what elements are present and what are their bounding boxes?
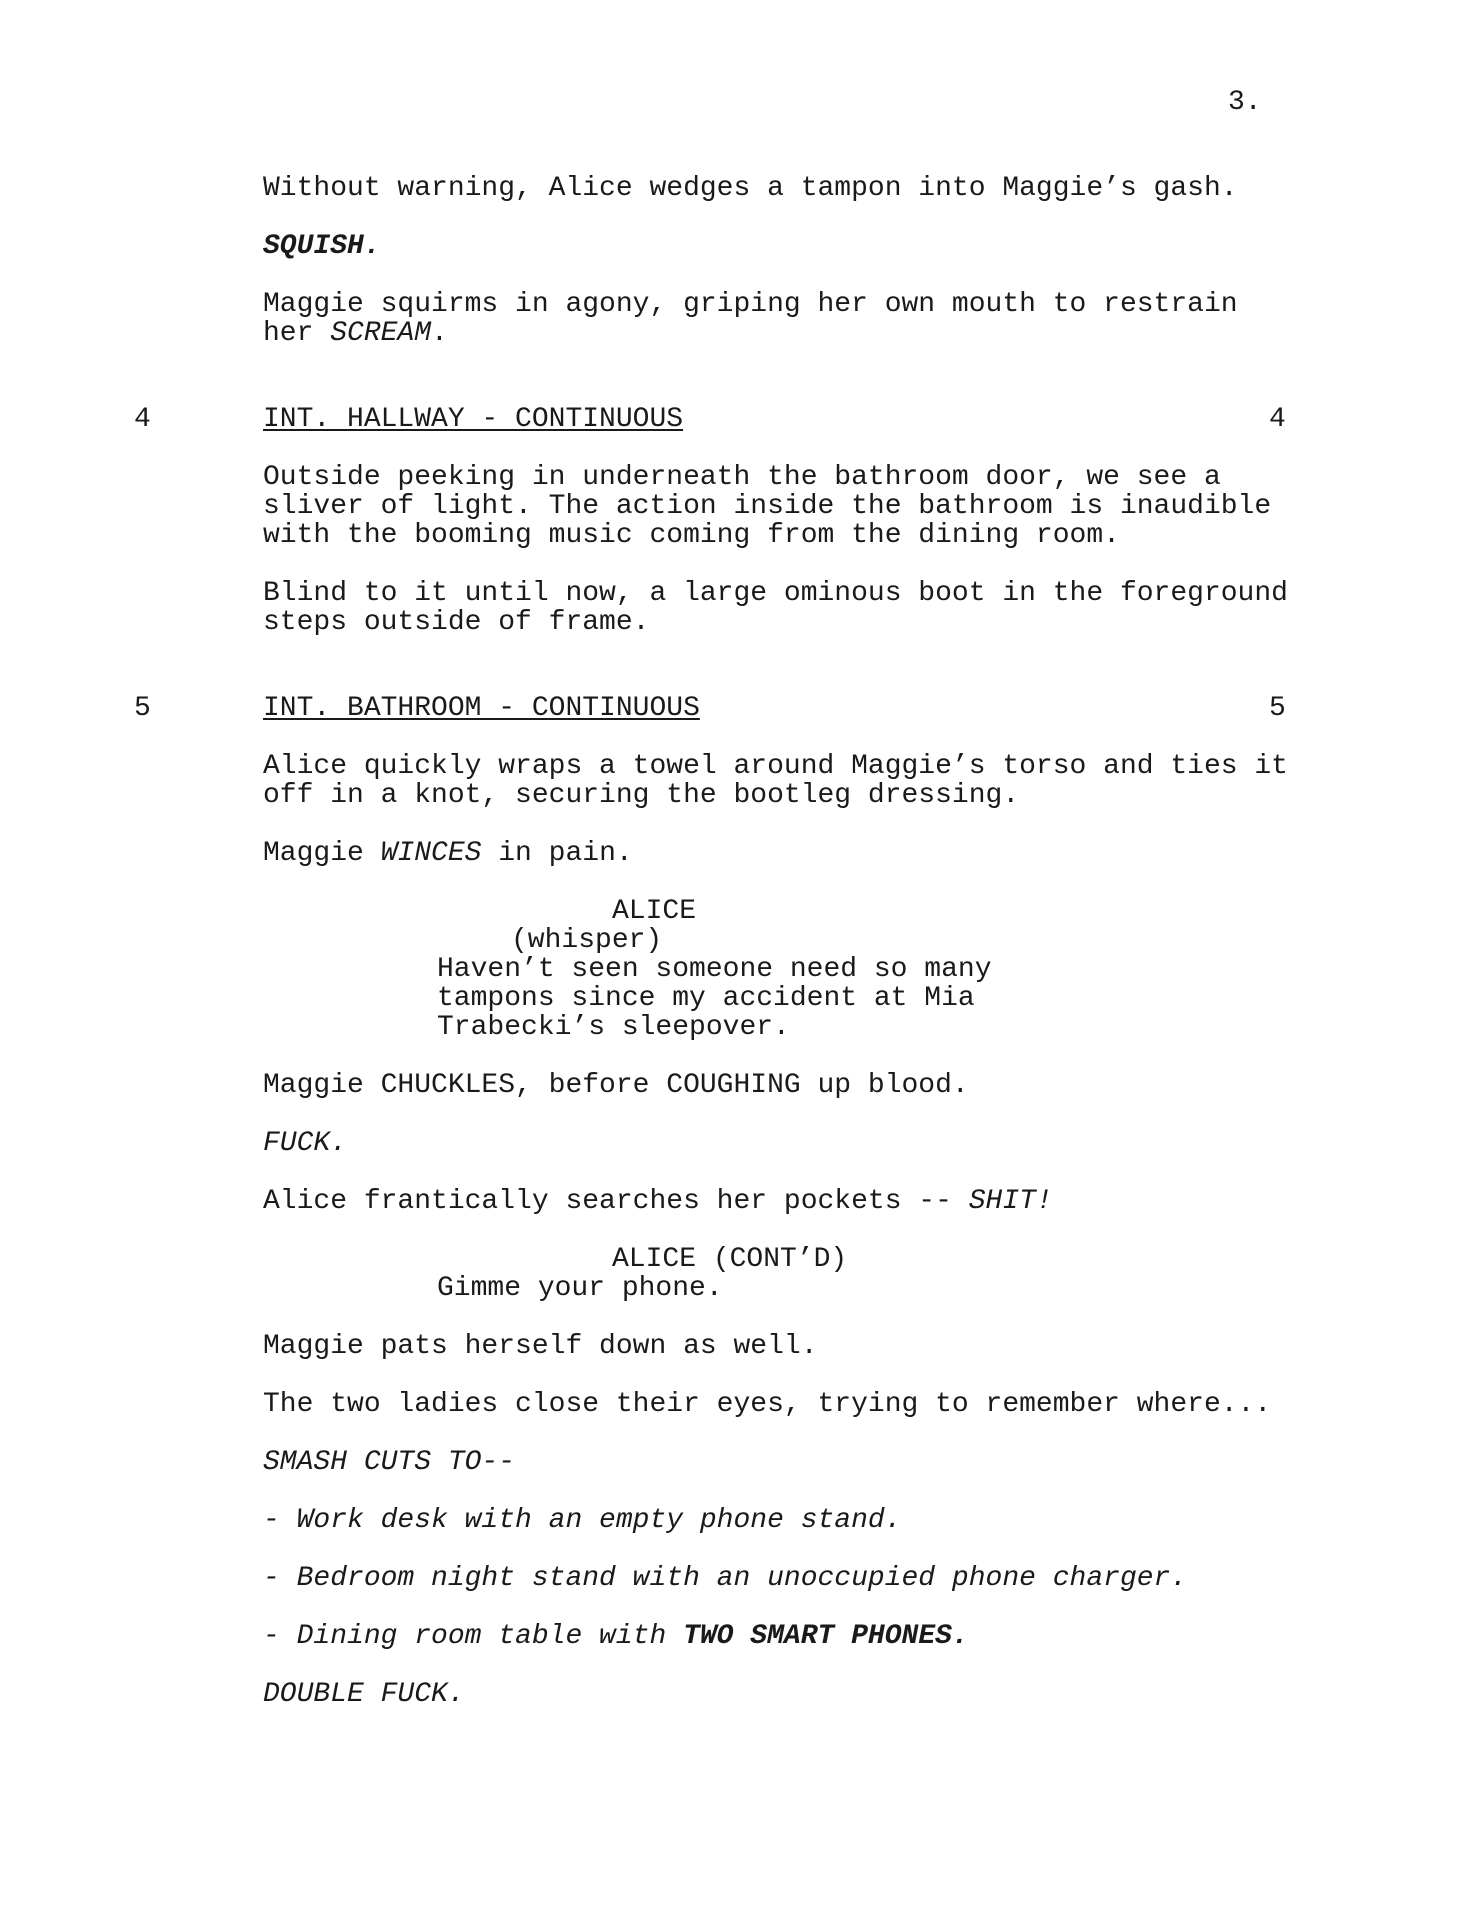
scene-number-left: 5: [134, 693, 151, 724]
action-line: steps outside of frame.: [263, 607, 650, 638]
scene-number-left: 4: [134, 404, 151, 435]
dialogue-line: tampons since my accident at Mia: [437, 983, 975, 1014]
action-line: DOUBLE FUCK.: [263, 1679, 465, 1710]
scene-number-right: 4: [1269, 404, 1286, 435]
action-line: Outside peeking in underneath the bathroom door, we see a: [263, 462, 1221, 493]
action-line: Without warning, Alice wedges a tampon into Maggie’s gash.: [263, 173, 1238, 204]
action-line: her SCREAM.: [263, 318, 448, 349]
action-line: Maggie WINCES in pain.: [263, 838, 633, 869]
montage-item: - Bedroom night stand with an unoccupied phone charger.: [263, 1563, 1188, 1594]
scene-number-right: 5: [1269, 693, 1286, 724]
action-line: with the booming music coming from the dining room.: [263, 520, 1120, 551]
sound-effect: SQUISH.: [263, 231, 381, 262]
action-line: sliver of light. The action inside the bathroom is inaudible: [263, 491, 1272, 522]
action-line: FUCK.: [263, 1128, 348, 1159]
dialogue-line: Trabecki’s sleepover.: [437, 1012, 790, 1043]
action-line: off in a knot, securing the bootleg dressing.: [263, 780, 1020, 811]
action-line: Alice quickly wraps a towel around Maggie’s torso and ties it: [263, 751, 1288, 782]
montage-item: - Work desk with an empty phone stand.: [263, 1505, 902, 1536]
dialogue-line: Haven’t seen someone need so many: [437, 954, 992, 985]
action-line: Alice frantically searches her pockets -- SHIT!: [263, 1186, 1053, 1217]
character-name: ALICE: [612, 896, 697, 927]
montage-item: - Dining room table with TWO SMART PHONES.: [263, 1621, 969, 1652]
action-line: The two ladies close their eyes, trying to remember where...: [263, 1389, 1272, 1420]
scene-heading: INT. HALLWAY - CONTINUOUS: [263, 404, 684, 435]
page-number: 3.: [1228, 87, 1262, 118]
action-line: Maggie squirms in agony, griping her own mouth to restrain: [263, 289, 1238, 320]
dialogue-line: Gimme your phone.: [437, 1273, 723, 1304]
character-name: ALICE (CONT’D): [612, 1244, 848, 1275]
action-line: Maggie CHUCKLES, before COUGHING up blood.: [263, 1070, 969, 1101]
transition: SMASH CUTS TO--: [263, 1447, 516, 1478]
action-line: Maggie pats herself down as well.: [263, 1331, 818, 1362]
scene-heading: INT. BATHROOM - CONTINUOUS: [263, 693, 700, 724]
action-line: Blind to it until now, a large ominous boot in the foreground: [263, 578, 1288, 609]
parenthetical: (whisper): [511, 925, 663, 956]
